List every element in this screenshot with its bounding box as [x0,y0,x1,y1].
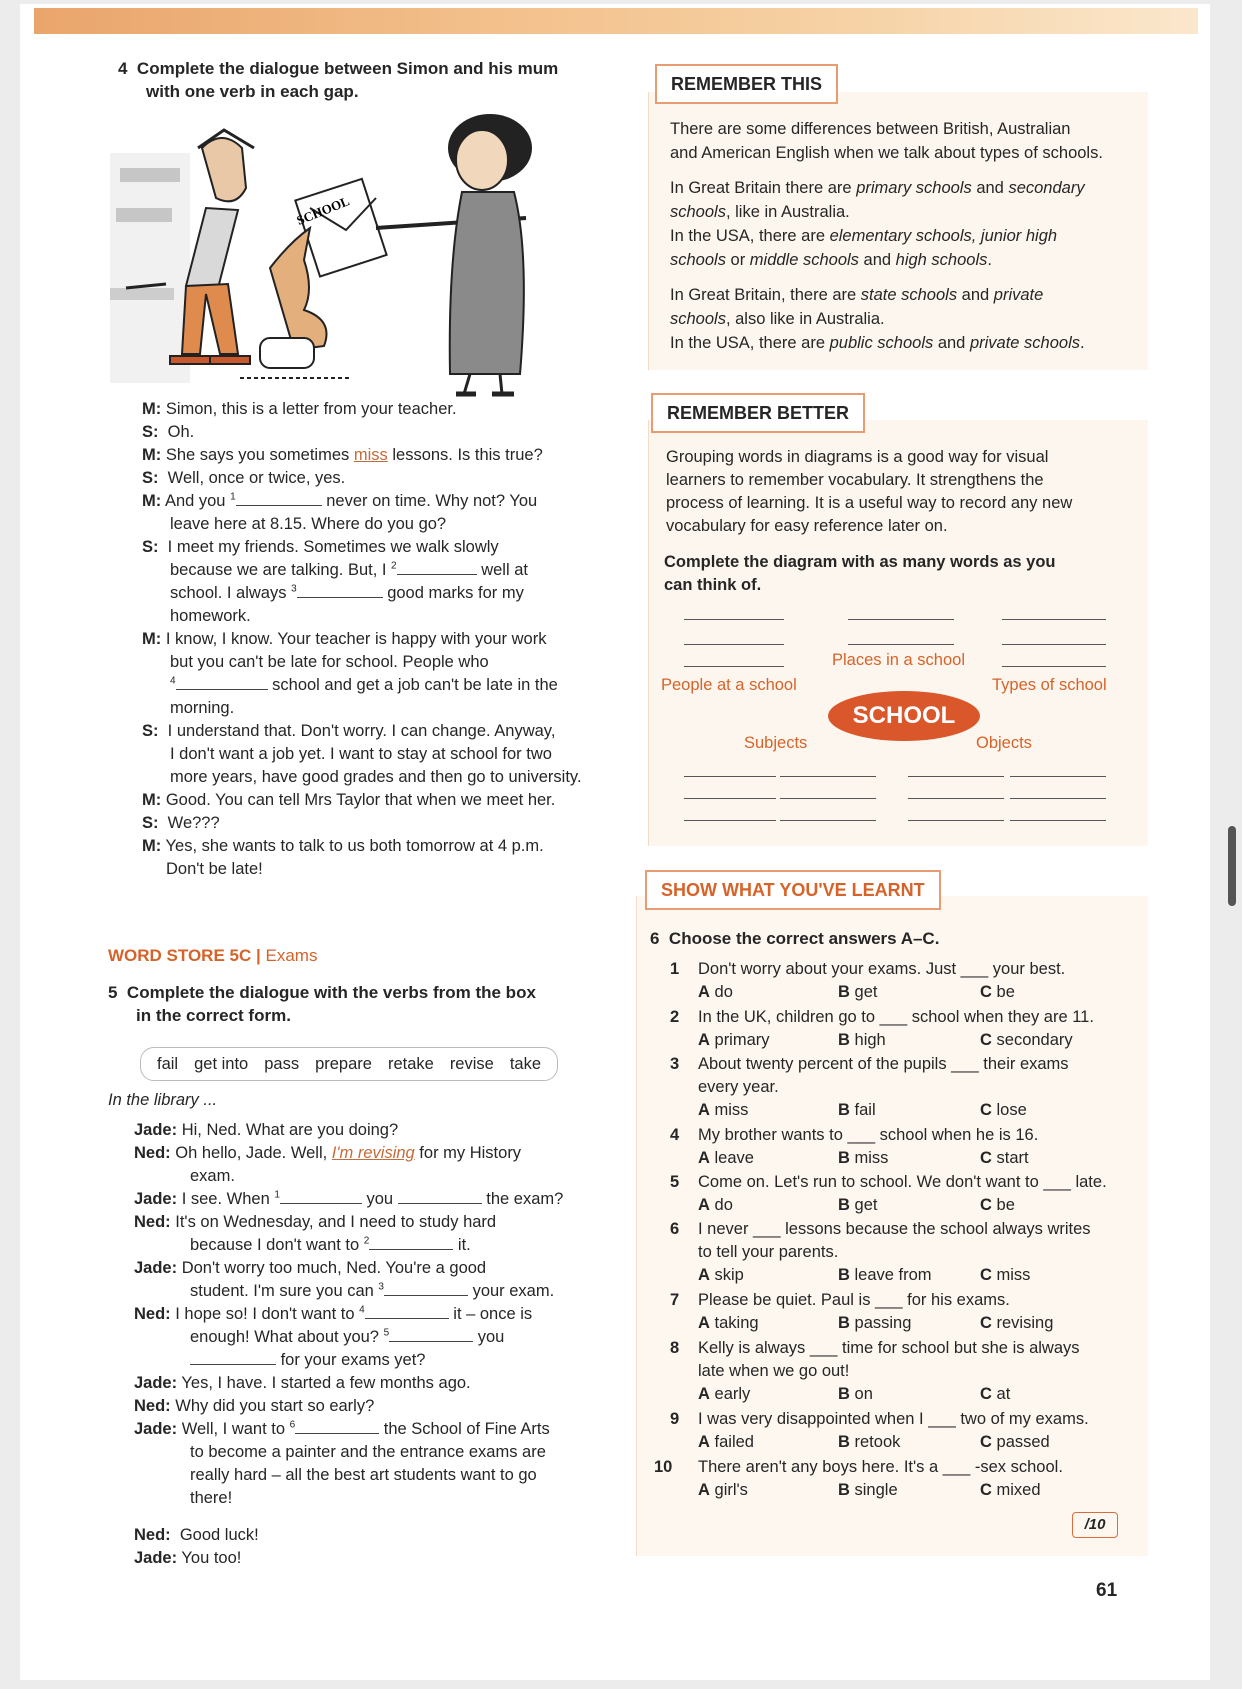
diagram-blank[interactable] [684,666,784,667]
ex5-line-5: Ned: It's on Wednesday, and I need to study hard [134,1213,497,1231]
remember-better-heading: REMEMBER BETTER [651,393,865,433]
word: prepare [315,1055,372,1073]
question-number: 1 [670,960,680,978]
word: fail [157,1055,179,1073]
diagram-places: Places in a school [832,651,965,669]
dialogue-setting: In the library ... [108,1091,218,1109]
answer-option-b[interactable]: B on [838,1385,873,1403]
question-number: 7 [670,1291,680,1309]
ex4-line-4: S: Well, once or twice, yes. [142,469,346,487]
question-number: 2 [670,1008,680,1026]
word: pass [264,1055,300,1073]
remember-better-line-2: learners to remember vocabulary. It strengthens the [666,471,1044,489]
word-store-title: WORD STORE 5C | Exams [108,946,318,965]
ex4-line-3: M: She says you sometimes miss lessons. Is this true? [142,446,543,464]
diagram-blank[interactable] [684,820,776,821]
question-text: Come on. Let's run to school. We don't want to ___ late. [698,1173,1107,1191]
answer-option-c[interactable]: C start [980,1149,1029,1167]
diagram-instruction-2: can think of. [664,576,762,594]
remember-this-p1b: and American English when we talk about types of schools. [670,144,1103,162]
question-number: 6 [670,1220,680,1238]
remember-this-heading: REMEMBER THIS [655,64,838,104]
diagram-objects: Objects [976,734,1032,752]
question-text: late when we go out! [698,1362,850,1380]
ex4-line-18: M: Good. You can tell Mrs Taylor that when we meet her. [142,791,556,809]
word-box [140,1047,558,1081]
question-text: There aren't any boys here. It's a ___ -sex school. [698,1458,1063,1476]
question-text: every year. [698,1078,779,1096]
remember-this-p3-cont: schools or middle schools and high schools. [670,251,992,269]
exercise-6-title: 6 Choose the correct answers A–C. [650,929,940,948]
ex5-line-7: Jade: Don't worry too much, Ned. You're a good [134,1259,487,1277]
score-box: /10 [1072,1512,1118,1538]
diagram-blank[interactable] [908,798,1004,799]
diagram-blank[interactable] [1010,820,1106,821]
answer-option-c[interactable]: C lose [980,1101,1027,1119]
answer-option-b[interactable]: B fail [838,1101,876,1119]
page-number: 61 [1096,1580,1118,1601]
ex4-line-10: homework. [170,607,251,625]
ex4-line-19: S: We??? [142,814,220,832]
remember-this-p2-cont: schools, like in Australia. [670,203,850,221]
answer-option-c[interactable]: C miss [980,1266,1031,1284]
answer-option-b[interactable]: B passing [838,1314,912,1332]
ex5-line-6: because I don't want to $^2$ it. [190,1235,471,1254]
diagram-blank[interactable] [1002,644,1106,645]
gap-4[interactable] [176,674,268,690]
ex4-line-8: because we are talking. But, I $^2$ well at [170,560,528,579]
word: revise [449,1055,494,1073]
question-number: 3 [670,1055,680,1073]
diagram-blank[interactable] [684,776,776,777]
answer-option-a[interactable]: A do [698,983,733,1001]
answer-option-b[interactable]: B single [838,1481,898,1499]
remember-better-line-4: vocabulary for easy reference later on. [666,517,948,535]
answer-option-b[interactable]: B retook [838,1433,901,1451]
diagram-blank[interactable] [684,644,784,645]
show-learnt-heading: SHOW WHAT YOU'VE LEARNT [645,870,941,910]
diagram-blank[interactable] [1010,798,1106,799]
gap-3[interactable] [297,582,383,598]
gap-1[interactable] [236,490,322,506]
ex5-line-2: Ned: Oh hello, Jade. Well, I'm revising for my History [134,1144,522,1162]
diagram-blank[interactable] [780,820,876,821]
diagram-types: Types of school [992,676,1107,694]
word: take [509,1055,542,1073]
ex4-line-16: I don't want a job yet. I want to stay at school for two [170,745,552,763]
question-text: I never ___ lessons because the school always writes [698,1220,1091,1238]
answer-option-a[interactable]: A miss [698,1101,749,1119]
answer-option-c[interactable]: C mixed [980,1481,1041,1499]
exercise-4-title: 4 Complete the dialogue between Simon and his mum [118,59,559,78]
answer-option-a[interactable]: A skip [698,1266,744,1284]
remember-this-p4-cont: schools, also like in Australia. [670,310,885,328]
remember-this-p4: In Great Britain, there are state schools and private [670,286,1044,304]
answer-option-b[interactable]: B high [838,1031,886,1049]
ex4-line-20: M: Yes, she wants to talk to us both tomorrow at 4 p.m. [142,837,544,855]
header-band [34,8,1198,34]
example-answer: I'm revising [331,1144,415,1162]
example-answer: miss [353,446,388,464]
letter-icon [294,179,386,277]
answer-option-c[interactable]: C at [980,1385,1011,1403]
ex4-line-17: more years, have good grades and then go to university. [170,768,582,786]
remember-better-line-1: Grouping words in diagrams is a good way for visual [666,448,1049,466]
diagram-blank[interactable] [1010,776,1106,777]
ex4-line-11: M: I know, I know. Your teacher is happy with your work [142,630,547,648]
question-number: 9 [670,1410,680,1428]
answer-option-a[interactable]: A primary [698,1031,770,1049]
gap-6[interactable] [295,1418,379,1434]
ex5-line-1: Jade: Hi, Ned. What are you doing? [134,1121,399,1139]
question-text: Don't worry about your exams. Just ___ your best. [698,960,1066,978]
ex4-line-6: leave here at 8.15. Where do you go? [170,515,447,533]
diagram-center-school: SCHOOL [828,691,980,741]
diagram-blank[interactable] [1002,666,1106,667]
answer-option-a[interactable]: A taking [698,1314,759,1332]
remember-this-p5: In the USA, there are public schools and private schools. [670,334,1085,352]
answer-option-c[interactable]: C be [980,1196,1015,1214]
gap-1[interactable] [280,1188,362,1204]
exercise-4-subtitle: with one verb in each gap. [146,82,359,101]
answer-option-b[interactable]: B miss [838,1149,889,1167]
svg-text:SCHOOL: SCHOOL [294,193,352,228]
gap-4[interactable] [365,1303,449,1319]
ex5-line-13: Ned: Why did you start so early? [134,1397,375,1415]
question-text: to tell your parents. [698,1243,839,1261]
ex4-line-12: but you can't be late for school. People who [170,653,489,671]
answer-option-c[interactable]: C revising [980,1314,1054,1332]
question-number: 4 [670,1126,680,1144]
question-text: Kelly is always ___ time for school but she is always [698,1339,1080,1357]
ex5-line-15: to become a painter and the entrance exams are [190,1443,546,1461]
ex4-line-14: morning. [170,699,235,717]
answer-option-a[interactable]: A early [698,1385,751,1403]
word: get into [194,1055,249,1073]
gap-2[interactable] [369,1234,453,1250]
answer-option-b[interactable]: B leave from [838,1266,932,1284]
remember-this-p3: In the USA, there are elementary schools, junior high [670,227,1058,245]
diagram-people: People at a school [661,676,797,694]
ex5-line-11: for your exams yet? [190,1349,425,1371]
diagram-subjects: Subjects [744,734,808,752]
gap-1b[interactable] [398,1188,482,1204]
ex5-line-17: there! [190,1489,233,1507]
diagram-blank[interactable] [848,619,954,620]
gap-2[interactable] [397,559,477,575]
ex4-line-21: Don't be late! [166,860,263,878]
diagram-blank[interactable] [908,820,1004,821]
answer-option-a[interactable]: A failed [698,1433,754,1451]
diagram-blank[interactable] [1002,619,1106,620]
remember-better-line-3: process of learning. It is a useful way to record any new [666,494,1073,512]
ex5-line-8: student. I'm sure you can $^3$ your exam. [190,1281,555,1300]
ex5-line-19: Jade: You too! [134,1549,242,1567]
diagram-blank[interactable] [780,776,876,777]
diagram-blank[interactable] [908,776,1004,777]
ex5-line-12: Jade: Yes, I have. I started a few months ago. [134,1374,471,1392]
exercise-5-subtitle: in the correct form. [136,1006,291,1025]
gap-3[interactable] [384,1280,468,1296]
diagram-blank[interactable] [780,798,876,799]
scrollbar-thumb[interactable] [1228,826,1236,906]
answer-option-a[interactable]: A girl's [698,1481,748,1499]
ex5-line-14: Jade: Well, I want to $^6$ the School of Fine Arts [134,1419,550,1438]
mum-and-simon-illustration [110,108,620,410]
question-text: My brother wants to ___ school when he is 16. [698,1126,1039,1144]
remember-this-p1: There are some differences between British, Australian [670,120,1071,138]
question-text: I was very disappointed when I ___ two of my exams. [698,1410,1089,1428]
word: retake [387,1055,434,1073]
answer-option-b[interactable]: B get [838,983,878,1001]
ex4-line-15: S: I understand that. Don't worry. I can change. Anyway, [142,722,556,740]
remember-this-p2: In Great Britain there are primary schools and secondary [670,179,1085,197]
question-text: In the UK, children go to ___ school when they are 11. [698,1008,1094,1026]
ex4-line-9: school. I always $^3$ good marks for my [170,583,524,602]
answer-option-c[interactable]: C passed [980,1433,1050,1451]
ex4-line-2: S: Oh. [142,423,195,441]
answer-option-a[interactable]: A do [698,1196,733,1214]
ex4-line-13: $^4$ school and get a job can't be late in the [170,675,558,694]
ex5-line-4: Jade: I see. When $^1$ you the exam? [134,1189,564,1208]
diagram-blank[interactable] [684,798,776,799]
ex5-line-18: Ned: Good luck! [134,1526,259,1544]
question-number: 5 [670,1173,680,1191]
answer-option-a[interactable]: A leave [698,1149,754,1167]
question-number: 10 [654,1458,673,1476]
exercise-5-title: 5 Complete the dialogue with the verbs from the box [108,983,536,1002]
ex4-line-1: M: Simon, this is a letter from your teacher. [142,400,457,418]
ex5-line-10: enough! What about you? $^5$ you [190,1327,505,1346]
ex4-line-7: S: I meet my friends. Sometimes we walk slowly [142,538,499,556]
ex5-line-16: really hard – all the best art students want to go [190,1466,537,1484]
ex5-line-3: exam. [190,1167,235,1185]
question-number: 8 [670,1339,680,1357]
diagram-blank[interactable] [684,619,784,620]
answer-option-c[interactable]: C be [980,983,1015,1001]
question-text: Please be quiet. Paul is ___ for his exams. [698,1291,1010,1309]
gap-5[interactable] [389,1326,473,1342]
answer-option-b[interactable]: B get [838,1196,878,1214]
mum-figure [448,114,532,394]
ex5-line-9: Ned: I hope so! I don't want to $^4$ it – once is [134,1304,533,1323]
gap-5b[interactable] [190,1349,276,1365]
answer-option-c[interactable]: C secondary [980,1031,1073,1049]
diagram-instruction-1: Complete the diagram with as many words as you [664,553,1056,571]
ex4-line-5: M: And you $^1$ never on time. Why not? You [142,491,538,510]
diagram-blank[interactable] [848,644,954,645]
question-text: About twenty percent of the pupils ___ their exams [698,1055,1069,1073]
